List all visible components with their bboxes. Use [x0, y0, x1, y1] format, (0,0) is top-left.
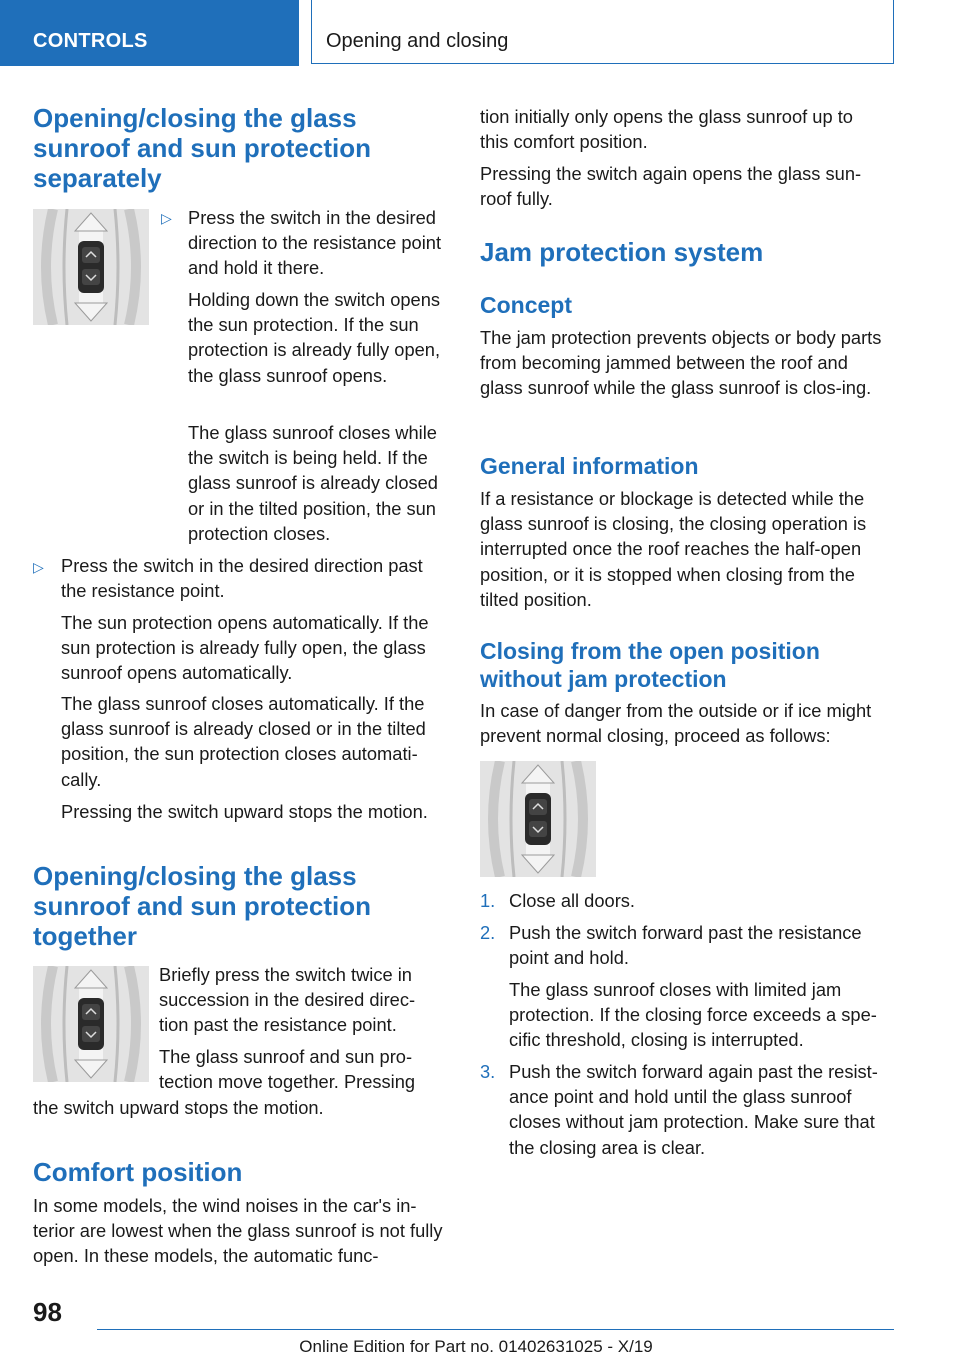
closing-text: In case of danger from the outside or if ice might prevent normal closing, proceed as follows: [480, 700, 872, 747]
heading-closing-without-jam: Closing from the open position without jam protection [480, 638, 820, 692]
header-chapter-label: Opening and closing [326, 30, 509, 52]
heading-general-information: General information [480, 453, 699, 479]
step-subtext: The glass sunroof closes with limited jam protection. If the closing force exceeds a spe‐cific threshold, closing is interrupted. [509, 979, 877, 1051]
sunroof-switch-image [33, 209, 149, 325]
together-text-2b: the switch upward stops the motion. [33, 1097, 324, 1118]
header-section-tab [0, 0, 299, 66]
triangle-right-icon: ▷ [33, 559, 44, 575]
bullet2-text-1: Press the switch in the desired direction past the resistance point. [61, 555, 423, 602]
bullet1-text-3: The glass sunroof closes while the switch is being held. If the glass sunroof is already closed or in the tilted position, the sun protection closes. [188, 422, 438, 544]
heading-comfort: Comfort position [33, 1157, 243, 1187]
bullet2-text-2: The sun protection opens automatically. If the sun protection is already fully open, the glass sunroof opens automatically. [61, 612, 429, 684]
general-text: If a resistance or blockage is detected while the glass sunroof is closing, the closing operation is interrupted once the roof reaches the half-open position, or it is stopped when closing from the tilted position. [480, 488, 867, 610]
step-number: 1. [480, 890, 496, 911]
step-text: Push the switch forward past the resistance point and hold. [509, 922, 862, 969]
together-text-1: Briefly press the switch twice in succession in the desired direc‐tion past the resistance point. [159, 964, 416, 1036]
comfort-text: In some models, the wind noises in the car's in‐terior are lowest when the glass sunroof is not fully open. In these models, the automatic func‐ [33, 1195, 443, 1267]
step-number: 3. [480, 1061, 496, 1082]
step-number: 2. [480, 922, 496, 943]
footer-edition [0, 1337, 960, 1357]
triangle-right-icon: ▷ [161, 210, 172, 226]
step-text: Close all doors. [509, 890, 635, 911]
sunroof-switch-image [33, 966, 149, 1082]
footer-edition-text: Online Edition for Part no. 01402631025 - X/19 [299, 1337, 653, 1356]
heading-together: Opening/closing the glass sunroof and sun protection together [33, 861, 371, 951]
bullet2-text-3: The glass sunroof closes automatically. If the glass sunroof is already closed or in the tilted position, the sun protection closes automati‐cally. [61, 693, 426, 790]
bullet2-text-4: Pressing the switch upward stops the motion. [61, 801, 428, 822]
step-text: Push the switch forward again past the resist‐ance point and hold until the glass sunroof closes without jam protection. Make sure that the closing area is clear. [509, 1061, 878, 1158]
bullet1-text-2: Holding down the switch opens the sun protection. If the sun protection is already fully open, the glass sunroof opens. [188, 289, 441, 386]
bullet1-text-1: Press the switch in the desired direction to the resistance point and hold it there. [188, 207, 442, 279]
concept-text: The jam protection prevents objects or body parts from becoming jammed between the roof and glass sunroof while the glass sunroof is clos‐ing. [480, 327, 882, 399]
heading-jam-protection: Jam protection system [480, 237, 764, 267]
comfort-cont-text-2: Pressing the switch again opens the glass sun‐roof fully. [480, 163, 862, 210]
header-section-label: CONTROLS [33, 30, 148, 52]
heading-concept: Concept [480, 292, 572, 318]
page-number: 98 [33, 1297, 62, 1327]
footer-divider [97, 1329, 894, 1330]
header-chapter-box [311, 0, 894, 64]
sunroof-switch-image [480, 761, 596, 877]
together-text-2a: The glass sunroof and sun pro‐tection move together. Pressing [159, 1046, 416, 1093]
heading-separately: Opening/closing the glass sunroof and sun protection separately [33, 103, 371, 193]
comfort-cont-text-1: tion initially only opens the glass sunroof up to this comfort position. [480, 106, 853, 153]
